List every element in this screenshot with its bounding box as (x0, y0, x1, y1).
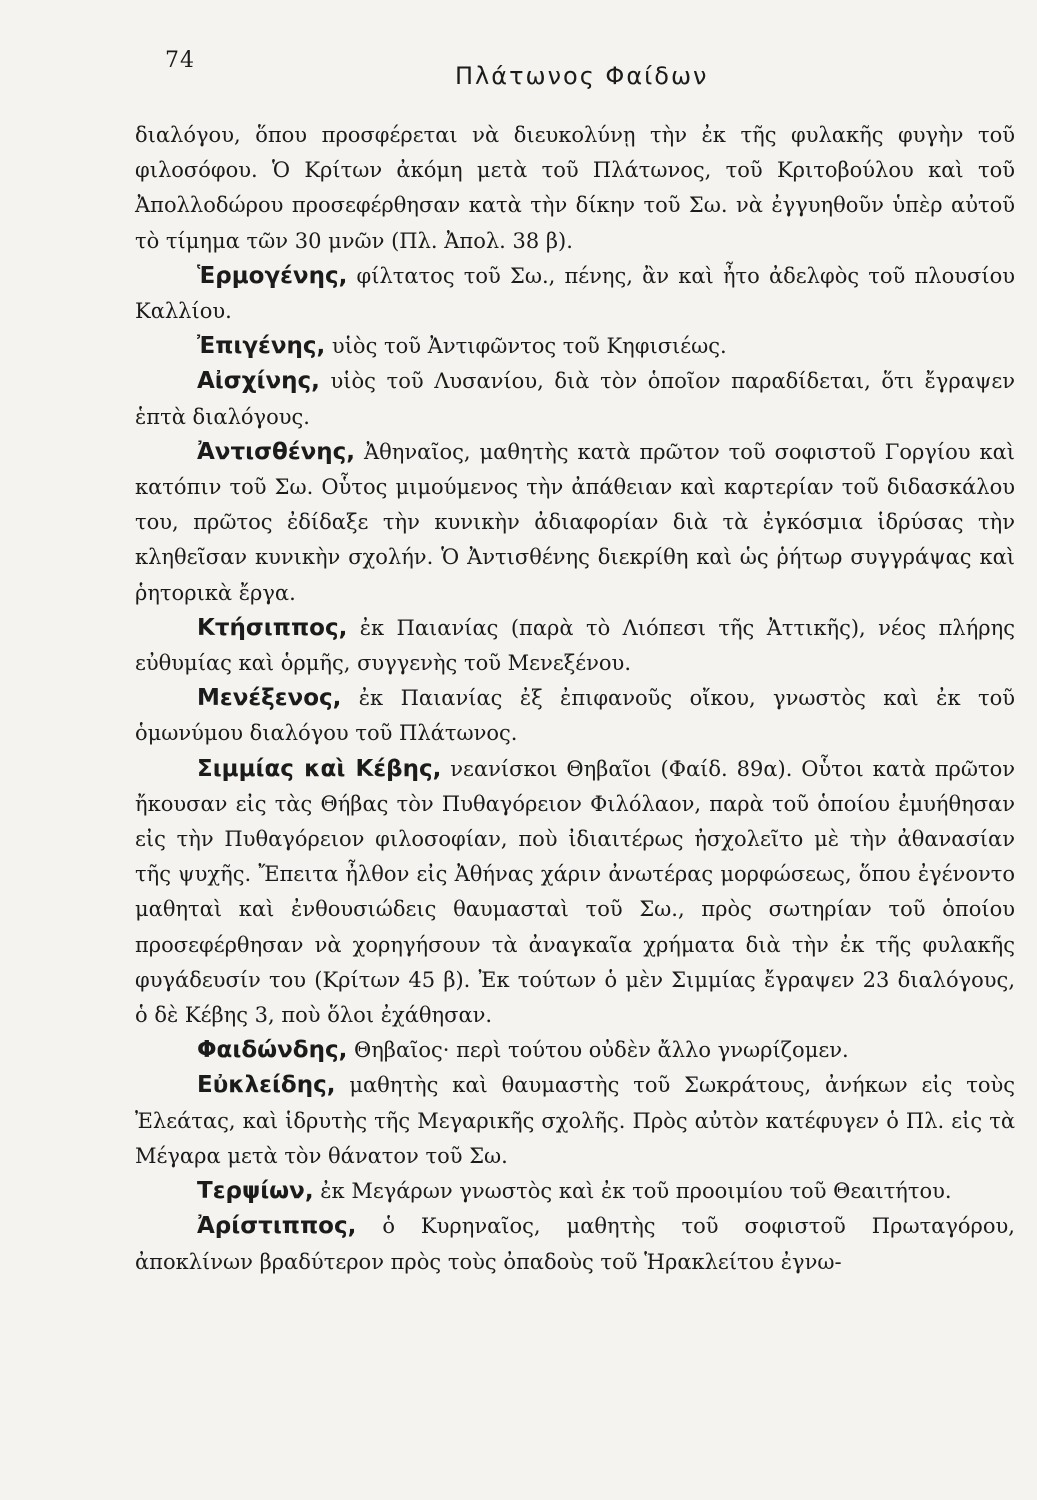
entry-paragraph (135, 681, 1015, 751)
entry-paragraph (135, 259, 1015, 329)
entry-name: Φαιδώνδης, (197, 1037, 348, 1064)
entry-name: Κτήσιππος, (197, 614, 348, 641)
entry-text: ὁ Κυρηναῖος, μαθητὴς τοῦ σοφιστοῦ Πρωταγόρου, ἀποκλίνων βραδύτερον πρὸς τοὺς ὀπαδοὺς τοῦ Ἡρακλείτου ἐγνω- (135, 1214, 1015, 1274)
entry-text: Ἀθηναῖος, μαθητὴς κατὰ πρῶτον τοῦ σοφιστοῦ Γοργίου καὶ κατόπιν τοῦ Σω. Οὗτος μιμούμενος τὴν ἀπάθειαν καὶ καρτερίαν τοῦ διδασκάλου του, πρῶτος ἐδίδαξε τὴν κυνικὴν ἀδιαφορίαν διὰ τὰ ἐγκόσμια ἱδρύσας τὴν κληθεῖσαν κυνικὴν σχολήν. Ὁ Ἀντισθένης διεκρίθη καὶ ὡς ῥήτωρ συγγράψας καὶ ῥητορικὰ ἔργα. (135, 439, 1015, 605)
entry-name: Εὐκλείδης, (197, 1072, 336, 1099)
entry-name: Ἐπιγένης, (197, 333, 326, 360)
entry-name: Ἑρμογένης, (197, 262, 348, 289)
continuation-paragraph: διαλόγου, ὅπου προσφέρεται νὰ διευκολύνῃ τὴν ἐκ τῆς φυλακῆς φυγὴν τοῦ φιλοσόφου. Ὁ Κρίτων ἀκόμη μετὰ τοῦ Πλάτωνος, τοῦ Κριτοβούλου καὶ τοῦ Ἀπολλοδώρου προσεφέρθησαν κατὰ τὴν δίκην τοῦ Σω. νὰ ἐγγυηθοῦν ὑπὲρ αὐτοῦ τὸ τίμημα τῶν 30 μνῶν (Πλ. Ἀπολ. 38 β). (135, 123, 1015, 253)
page-number: 74 (165, 48, 195, 73)
body-text (135, 118, 1015, 1280)
entry-paragraph (135, 611, 1015, 681)
entry-text: ἐκ Μεγάρων γνωστὸς καὶ ἐκ τοῦ προοιμίου τοῦ Θεαιτήτου. (313, 1179, 952, 1204)
entry-text: ἐκ Παιανίας ἐξ ἐπιφανοῦς οἴκου, γνωστὸς καὶ ἐκ τοῦ ὁμωνύμου διαλόγου τοῦ Πλάτωνος. (135, 686, 1015, 746)
entry-name: Ἀρίστιππος, (197, 1213, 357, 1240)
entry-paragraph (135, 1209, 1015, 1279)
entry-name: Ἀντισθένης, (197, 438, 356, 465)
entry-text: Θηβαῖος· περὶ τούτου οὐδὲν ἄλλο γνωρίζομεν. (347, 1038, 849, 1063)
entry-text: υἱὸς τοῦ Λυσανίου, διὰ τὸν ὁποῖον παραδίδεται, ὅτι ἔγραψεν ἑπτὰ διαλόγους. (135, 369, 1015, 429)
entry-name: Μενέξενος, (197, 685, 342, 712)
entry-name: Σιμμίας καὶ Κέβης, (197, 755, 442, 782)
entry-paragraph (135, 364, 1015, 434)
running-title: Πλάτωνος Φαίδων (455, 62, 709, 90)
entry-name: Αἰσχίνης, (197, 368, 320, 395)
entry-paragraph (135, 435, 1015, 611)
entry-text: ἐκ Παιανίας (παρὰ τὸ Λιόπεσι τῆς Ἀττικῆς), νέος πλήρης εὐθυμίας καὶ ὁρμῆς, συγγενὴς τοῦ Μενεξένου. (135, 615, 1015, 676)
entry-text: φίλτατος τοῦ Σω., πένης, ἂν καὶ ἦτο ἀδελφὸς τοῦ πλουσίου Καλλίου. (135, 263, 1015, 324)
entry-text: νεανίσκοι Θηβαῖοι (Φαίδ. 89α). Οὗτοι κατὰ πρῶτον ἤκουσαν εἰς τὰς Θήβας τὸν Πυθαγόρειον Φιλόλαον, παρὰ τοῦ ὁποίου ἐμυήθησαν εἰς τὴν Πυθαγόρειον φιλοσοφίαν, ποὺ ἰδιαιτέρως ἠσχολεῖτο μὲ τὴν ἀθανασίαν τῆς ψυχῆς. Ἔπειτα ἦλθον εἰς Ἀθήνας χάριν ἀνωτέρας μορφώσεως, ὅπου ἐγένοντο μαθηταὶ καὶ ἐνθουσιώδεις θαυμασταὶ τοῦ Σω., πρὸς σωτηρίαν τοῦ ὁποίου προσεφέρθησαν νὰ χορηγήσουν τὰ ἀναγκαῖα χρήματα διὰ τὴν ἐκ τῆς φυλακῆς φυγάδευσίν του (Κρίτων 45 β). Ἐκ τούτων ὁ μὲν Σιμμίας ἔγραψεν 23 διαλόγους, ὁ δὲ Κέβης 3, ποὺ ὅλοι ἐχάθησαν. (135, 756, 1016, 1028)
entry-name: Τερψίων, (197, 1178, 314, 1205)
entry-paragraph (135, 1033, 1015, 1068)
entry-paragraph (135, 1174, 1015, 1209)
entry-text: υἱὸς τοῦ Ἀντιφῶντος τοῦ Κηφισιέως. (325, 334, 727, 359)
entry-paragraph (135, 752, 1015, 1034)
entry-text: μαθητὴς καὶ θαυμαστὴς τοῦ Σωκράτους, ἀνήκων εἰς τοὺς Ἐλεάτας, καὶ ἱδρυτὴς τῆς Μεγαρικῆς σχολῆς. Πρὸς αὐτὸν κατέφυγεν ὁ Πλ. εἰς τὰ Μέγαρα μετὰ τὸν θάνατον τοῦ Σω. (135, 1073, 1015, 1168)
entry-paragraph (135, 1068, 1015, 1174)
entry-paragraph (135, 329, 1015, 364)
